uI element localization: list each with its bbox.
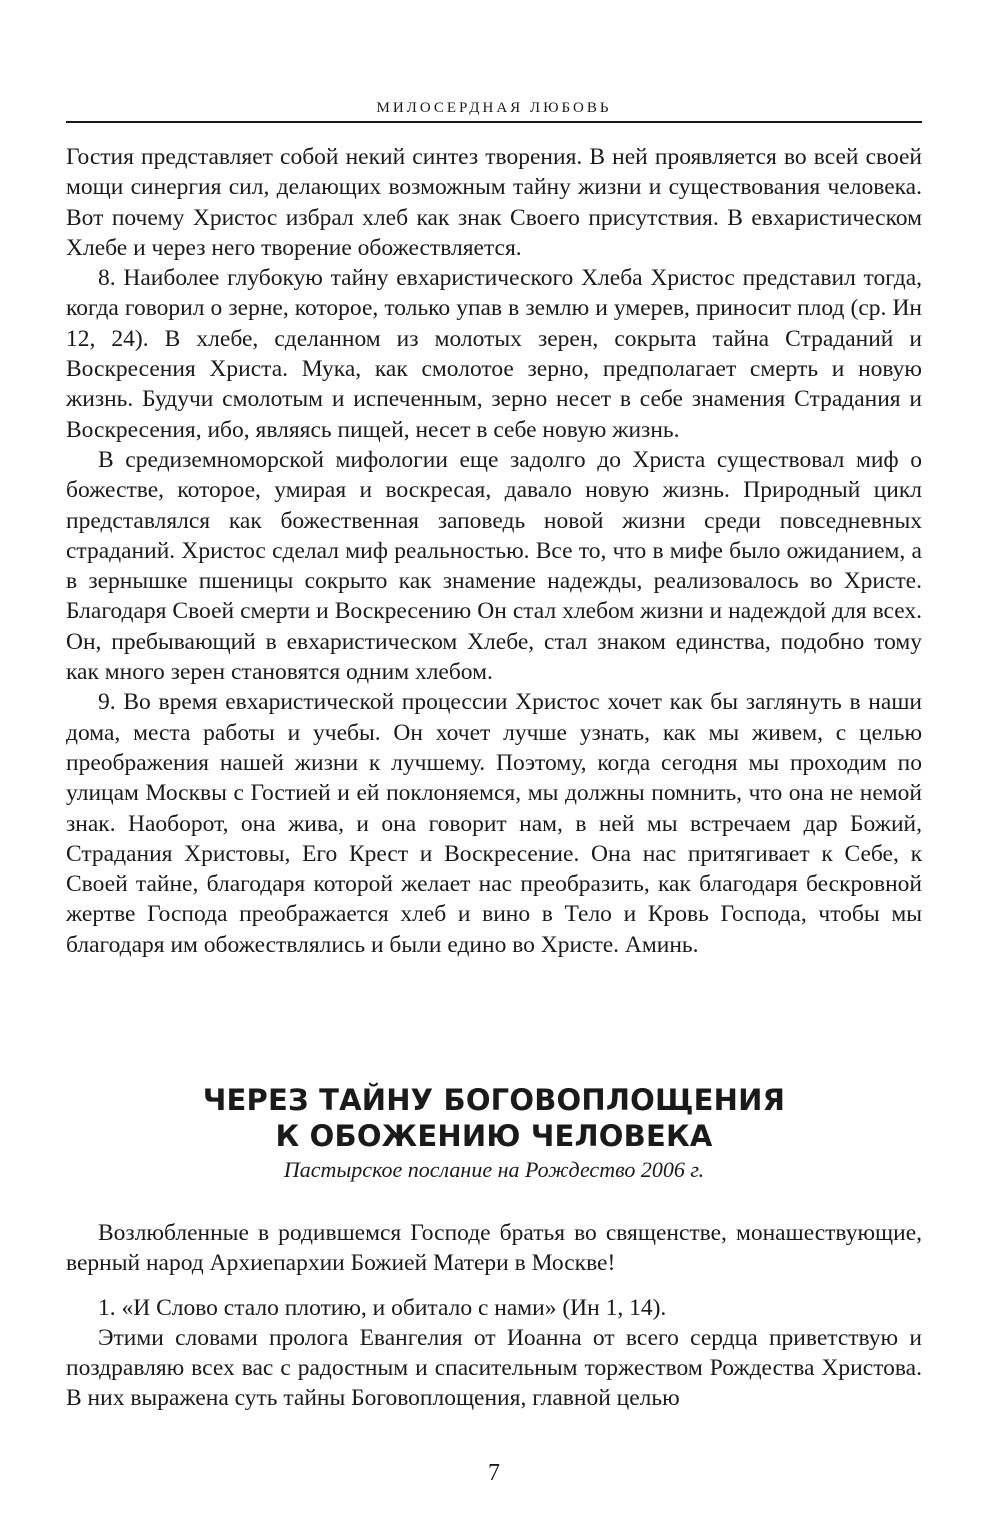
paragraph-1: Гостия представляет собой некий синтез творения. В ней проявляется во всей своей мощи синергия сил, делающих возможным тайну жизни и существования человека. Вот почему Христос избрал хлеб как знак Своего присутствия. В евхаристическом Хлебе и через него творение обожествляется.	[66, 144, 922, 261]
greeting-paragraph: Возлюбленные в родившемся Господе братья во священстве, монашествующие, верный народ Архиепархии Божией Матери в Москве!	[66, 1220, 922, 1277]
running-head: МИЛОСЕРДНАЯ ЛЮБОВЬ	[376, 100, 612, 116]
section-text-block	[66, 1218, 922, 1414]
section-title	[66, 1082, 922, 1154]
section-title-line-2: К ОБОЖЕНИЮ ЧЕЛОВЕКА	[275, 1119, 713, 1153]
running-head-rule	[66, 121, 922, 123]
section-subtitle: Пастырское послание на Рождество 2006 г.	[283, 1157, 705, 1182]
paragraph-3: В средиземноморской мифологии еще задолго до Христа существовал миф о божестве, которое, умирая и воскресая, давало новую жизнь. Природный цикл представлялся как божественная заповедь новой жизни среди повседневных страданий. Христос сделал миф реальностью. Все то, что в мифе было ожиданием, а в зернышке пшеницы сокрыто как знамение надежды, реализовалось во Христе. Благодаря Своей смерти и Воскресению Он стал хлебом жизни и надеждой для всех. Он, пребывающий в евхаристическом Хлебе, стал знаком единства, подобно тому как много зерен становятся одним хлебом.	[66, 446, 922, 686]
paragraph-2: 8. Наиболее глубокую тайну евхаристического Хлеба Христос представил тогда, когда говорил о зерне, которое, только упав в землю и умерев, приносит плод (ср. Ин 12, 24). В хлебе, сделанном из молотых зерен, сокрыта тайна Страданий и Воскресения Христа. Мука, как смолотое зерно, предполагает смерть и новую жизнь. Будучи смолотым и испеченным, зерно несет в себе знамения Страдания и Воскресения, ибо, являясь пищей, несет в себе новую жизнь.	[66, 265, 922, 443]
paragraph-4: 9. Во время евхаристической процессии Христос хочет как бы заглянуть в наши дома, места работы и учебы. Он хочет лучше узнать, как мы живем, с целью преображения нашей жизни к лучшему. Поэтому, когда сегодня мы проходим по улицам Москвы с Гостией и ей поклоняемся, мы должны помнить, что она не немой знак. Наоборот, она жива, и она говорит нам, в ней мы встречаем дар Божий, Страдания Христовы, Его Крест и Воскресение. Она нас притягивает к Себе, к Своей тайне, благодаря которой желает нас преобразить, как благодаря бескровной жертве Господа преображается хлеб и вино в Тело и Кровь Господа, чтобы мы благодаря им обожествлялись и были едино во Христе. Аминь.	[66, 689, 922, 958]
section-title-line-1: ЧЕРЕЗ ТАЙНУ БОГОВОПЛОЩЕНИЯ	[202, 1083, 786, 1117]
page-number: 7	[488, 1460, 500, 1486]
paragraph-section-3: Этими словами пролога Евангелия от Иоанна от всего сердца приветствую и поздравляю всех вас с радостным и спасительным торжеством Рождества Христова. В них выражена суть тайны Боговоплощения, главной целью	[66, 1324, 922, 1412]
scripture-quote: 1. «И Слово стало плотию, и обитало с нами» (Ин 1, 14).	[98, 1294, 667, 1321]
top-text-block	[66, 142, 922, 960]
